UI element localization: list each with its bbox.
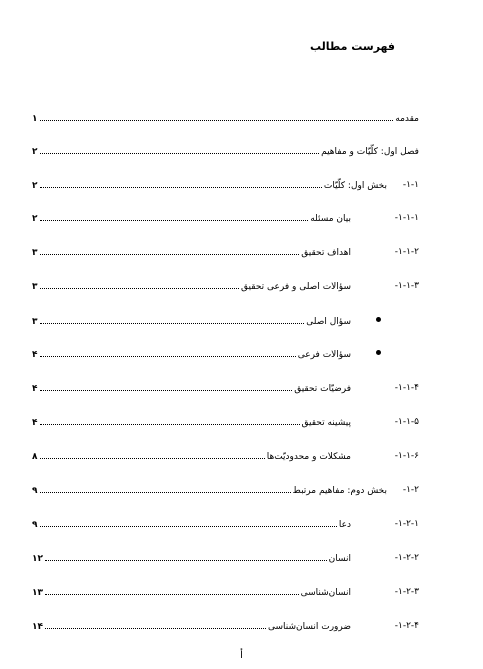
toc-entry [32, 482, 387, 499]
toc-row-1-1-6[interactable] [32, 448, 419, 464]
page-title: فهرست مطالب [309, 40, 395, 53]
toc-entry [32, 516, 351, 533]
toc-leader-dots [40, 346, 296, 357]
toc-row-1-1[interactable] [32, 177, 419, 193]
toc-entry [32, 210, 351, 227]
toc-page-number: ۴ [32, 418, 38, 428]
toc-label: سؤالات اصلی و فرعی تحقیق [241, 282, 351, 292]
bullet-icon [376, 350, 381, 355]
toc-row-sub-questions[interactable] [32, 346, 419, 362]
toc-entry [32, 313, 351, 330]
toc-row-1-2-3[interactable] [32, 584, 419, 600]
toc-label: بخش دوم: مفاهیم مرتبط [292, 486, 387, 496]
toc-page-number: ۹ [32, 486, 38, 496]
toc-entry [32, 110, 419, 127]
toc-page-number: ۸ [32, 452, 38, 462]
toc-leader-dots [40, 313, 305, 324]
toc-page-number: ۱۳ [32, 588, 43, 598]
toc-leader-dots [45, 584, 299, 595]
toc-leader-dots [40, 110, 394, 121]
toc-leader-dots [40, 516, 337, 527]
toc-leader-dots [40, 278, 240, 289]
toc-leader-dots [40, 380, 293, 391]
toc-leader-dots [40, 482, 291, 493]
toc-row-1-2-2[interactable] [32, 550, 419, 566]
toc-page-number: ۱۴ [32, 622, 43, 632]
toc-row-1-1-2[interactable] [32, 244, 419, 260]
toc-page-number: ۱ [32, 114, 38, 124]
toc-label: ضرورت انسان‌شناسی [267, 622, 351, 632]
toc-section-number: ۱-۲-۲- [394, 553, 419, 563]
toc-section-number: ۱-۲-۴- [394, 621, 419, 631]
toc-entry [32, 244, 351, 261]
toc-row-1-2-4[interactable] [32, 618, 419, 634]
toc-page-number: ۹ [32, 520, 38, 530]
toc-page-number: ۲ [32, 147, 38, 157]
toc-label: پیشینه تحقیق [301, 418, 351, 428]
toc-row-1-1-5[interactable] [32, 414, 419, 430]
toc-row-1-1-3[interactable] [32, 278, 419, 294]
toc-leader-dots [40, 210, 309, 221]
toc-page-number: ۴ [32, 384, 38, 394]
toc-leader-dots [40, 143, 320, 154]
toc-section-number: ۱-۲-۳- [394, 587, 419, 597]
toc-section-number: ۱-۱-۱- [394, 213, 419, 223]
toc-row-main-question[interactable] [32, 313, 419, 329]
toc-entry [32, 584, 351, 601]
bullet-icon [376, 317, 381, 322]
toc-section-number: ۱-۱-۶- [394, 451, 419, 461]
toc-label: دعا [338, 520, 351, 530]
toc-leader-dots [40, 414, 300, 425]
toc-section-number: ۱-۲-۱- [394, 519, 419, 529]
toc-leader-dots [45, 550, 327, 561]
toc-entry [32, 618, 351, 635]
toc-row-1-1-4[interactable] [32, 380, 419, 396]
toc-section-number: ۱-۱-۲- [394, 247, 419, 257]
toc-entry [32, 177, 387, 194]
toc-row-1-2[interactable] [32, 482, 419, 498]
toc-page-number: ۳ [32, 317, 38, 327]
toc-row-1-2-1[interactable] [32, 516, 419, 532]
toc-leader-dots [45, 618, 266, 629]
toc-leader-dots [40, 177, 322, 188]
toc-label: سؤال اصلی [306, 317, 351, 327]
toc-page-number: ۲ [32, 214, 38, 224]
toc-row-introduction[interactable] [32, 110, 419, 126]
toc-label: انسان [328, 554, 351, 564]
toc-row-chapter-1[interactable] [32, 143, 419, 159]
toc-entry [32, 550, 351, 567]
toc-entry [32, 346, 351, 363]
toc-row-1-1-1[interactable] [32, 210, 419, 226]
toc-entry [32, 278, 351, 295]
toc-label: مقدمه [395, 114, 419, 124]
toc-label: انسان‌شناسی [300, 588, 351, 598]
toc-label: فرضیّات تحقیق [294, 384, 351, 394]
toc-page-number: ۳ [32, 282, 38, 292]
toc-leader-dots [40, 244, 300, 255]
toc-entry [32, 143, 419, 160]
toc-label: مشکلات و محدودیّت‌ها [266, 452, 351, 462]
toc-entry [32, 448, 351, 465]
toc-page-number: ۴ [32, 350, 38, 360]
toc-label: بخش اول: کلّیّات [323, 181, 387, 191]
toc-leader-dots [40, 448, 265, 459]
toc-section-number: ۱-۲- [402, 485, 419, 495]
toc-entry [32, 414, 351, 431]
toc-section-number: ۱-۱-۴- [394, 383, 419, 393]
toc-section-number: ۱-۱-۵- [394, 417, 419, 427]
toc-label: اهداف تحقیق [301, 248, 351, 258]
footer-page-number: أ [240, 650, 243, 661]
toc-section-number: ۱-۱- [402, 180, 419, 190]
toc-label: بیان مسئله [310, 214, 351, 224]
toc-label: سؤالات فرعی [297, 350, 351, 360]
toc-page-number: ۱۲ [32, 554, 43, 564]
toc-label: فصل اول: کلّیّات و مفاهیم [321, 147, 419, 157]
toc-entry [32, 380, 351, 397]
toc-page-number: ۲ [32, 181, 38, 191]
toc-page-number: ۳ [32, 248, 38, 258]
toc-section-number: ۱-۱-۳- [394, 281, 419, 291]
